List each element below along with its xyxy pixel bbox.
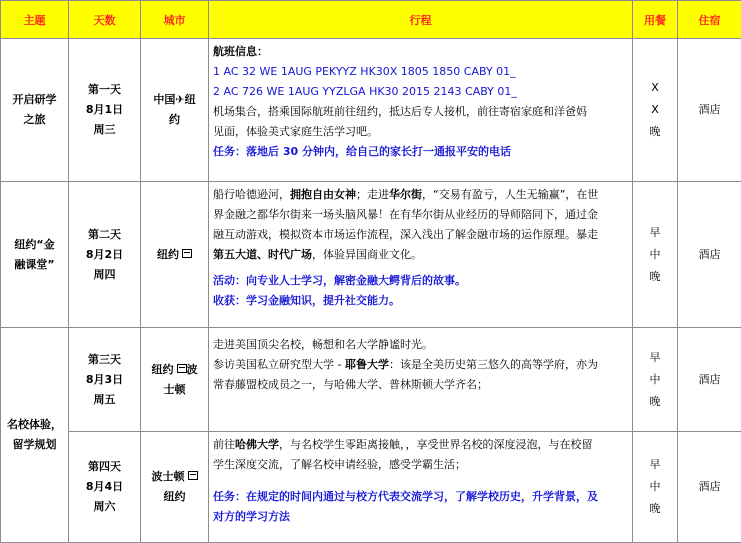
meal-dinner: 晚	[633, 498, 677, 520]
meal-lunch: X	[633, 99, 677, 121]
itinerary-cell	[209, 39, 633, 182]
day-label: 第一天	[69, 80, 140, 100]
itinerary-text: 融互动游戏，模拟资本市场运作流程，深入浅出了解金融市场的运作原理。暴走	[213, 225, 628, 245]
weekday-label: 周六	[69, 497, 140, 517]
city-text: 波士顿	[152, 470, 185, 483]
city-cell	[141, 432, 209, 543]
text-highlight: 哈佛大学	[235, 438, 279, 451]
transfer-icon	[182, 249, 192, 258]
city-text: 中国✈纽	[141, 90, 208, 110]
header-row	[1, 1, 741, 39]
flight-line: 2 AC 726 WE 1AUG YYZLGA HK30 2015 2143 CABY 01_	[213, 82, 628, 102]
meal-lunch: 中	[633, 244, 677, 266]
weekday-label: 周四	[69, 265, 140, 285]
day-label: 第二天	[69, 225, 140, 245]
header-theme: 主题	[1, 1, 69, 39]
meal-lunch: 中	[633, 369, 677, 391]
city-text: 波	[187, 363, 198, 376]
meals-cell	[633, 182, 678, 328]
header-meals: 用餐	[633, 1, 678, 39]
city-text: 纽约	[141, 487, 208, 507]
itinerary-text: 学生深度交流，了解名校申请经验，感受学霸生活；	[213, 455, 628, 475]
meal-breakfast: 早	[633, 222, 677, 244]
meal-dinner: 晚	[633, 266, 677, 288]
itinerary-text	[213, 245, 628, 265]
itinerary-cell	[209, 432, 633, 543]
itinerary-text: 界金融之都华尔街来一场头脑风暴！在有华尔街从业经历的导师陪同下，通过金	[213, 205, 628, 225]
text-highlight: 耶鲁大学	[345, 358, 389, 371]
table-row	[1, 39, 741, 182]
header-days: 天数	[69, 1, 141, 39]
city-cell	[141, 328, 209, 432]
table-row	[1, 432, 741, 543]
city-cell	[141, 39, 209, 182]
itinerary-cell	[209, 328, 633, 432]
theme-text: 开启研学	[1, 90, 68, 110]
theme-text: 融课堂”	[1, 255, 68, 275]
header-hotel: 住宿	[678, 1, 741, 39]
text-segment: ，体验异国商业文化。	[312, 248, 422, 261]
meal-breakfast: 早	[633, 454, 677, 476]
table-row	[1, 182, 741, 328]
harvest-text: 收获：学习金融知识，提升社交能力。	[213, 291, 628, 311]
flight-line: 1 AC 32 WE 1AUG PEKYYZ HK30X 1805 1850 CABY 01_	[213, 62, 628, 82]
day-cell	[69, 328, 141, 432]
text-segment: 参访美国私立研究型大学 -	[213, 358, 345, 371]
task-text: 对方的学习方法	[213, 507, 628, 527]
task-text: 任务：在规定的时间内通过与校方代表交流学习，了解学校历史，升学背景，及	[213, 487, 628, 507]
text-highlight: 第五大道、时代广场	[213, 248, 312, 261]
hotel-cell: 酒店	[678, 182, 741, 328]
day-cell	[69, 39, 141, 182]
itinerary-text: 见面，体验美式家庭生活学习吧。	[213, 122, 628, 142]
weekday-label: 周三	[69, 120, 140, 140]
theme-text: 名校体验，	[1, 415, 68, 435]
city-text: 纽约	[152, 363, 174, 376]
meals-cell	[633, 328, 678, 432]
theme-text: 纽约“金	[1, 235, 68, 255]
itinerary-text: 常春藤盟校成员之一，与哈佛大学、普林斯顿大学齐名；	[213, 375, 628, 395]
itinerary-text	[213, 185, 628, 205]
meal-lunch: 中	[633, 476, 677, 498]
itinerary-text	[213, 355, 628, 375]
day-label: 第三天	[69, 350, 140, 370]
date-label: 8月3日	[69, 370, 140, 390]
itinerary-cell	[209, 182, 633, 328]
itinerary-text: 走进美国顶尖名校，畅想和名大学静谧时光。	[213, 335, 628, 355]
table-row	[1, 328, 741, 432]
transfer-icon	[177, 364, 187, 373]
text-segment: ：该是全美历史第三悠久的高等学府，亦为	[389, 358, 598, 371]
theme-cell	[1, 328, 69, 543]
weekday-label: 周五	[69, 390, 140, 410]
date-label: 8月4日	[69, 477, 140, 497]
text-highlight: 拥抱自由女神	[290, 188, 356, 201]
date-label: 8月1日	[69, 100, 140, 120]
city-cell	[141, 182, 209, 328]
date-label: 8月2日	[69, 245, 140, 265]
flight-info-title: 航班信息：	[213, 42, 628, 62]
transfer-icon	[188, 471, 198, 480]
city-text: 纽约	[157, 248, 179, 261]
hotel-cell: 酒店	[678, 39, 741, 182]
day-cell	[69, 182, 141, 328]
theme-cell	[1, 182, 69, 328]
text-segment: 船行哈德逊河，	[213, 188, 290, 201]
meals-cell	[633, 39, 678, 182]
header-itinerary: 行程	[209, 1, 633, 39]
meal-breakfast: 早	[633, 347, 677, 369]
day-cell	[69, 432, 141, 543]
text-segment: ；走进	[356, 188, 389, 201]
theme-cell	[1, 39, 69, 182]
task-text: 任务：落地后 30 分钟内，给自己的家长打一通报平安的电话	[213, 142, 628, 162]
text-segment: ，与名校学生零距离接触，，享受世界名校的深度浸泡，与在校留	[279, 438, 593, 451]
text-highlight: 华尔街	[389, 188, 422, 201]
header-city: 城市	[141, 1, 209, 39]
text-segment: 前往	[213, 438, 235, 451]
theme-text: 之旅	[1, 110, 68, 130]
city-text: 约	[141, 110, 208, 130]
text-segment: ，“交易有盈亏，人生无输赢”，在世	[422, 188, 598, 201]
hotel-cell: 酒店	[678, 328, 741, 432]
city-text: 士顿	[141, 380, 208, 400]
meal-dinner: 晚	[633, 121, 677, 143]
meals-cell	[633, 432, 678, 543]
hotel-cell: 酒店	[678, 432, 741, 543]
day-label: 第四天	[69, 457, 140, 477]
itinerary-text: 机场集合，搭乘国际航班前往纽约，抵达后专人接机，前往寄宿家庭和洋爸妈	[213, 102, 628, 122]
itinerary-text	[213, 435, 628, 455]
meal-breakfast: X	[633, 77, 677, 99]
activity-text: 活动：向专业人士学习，解密金融大鳄背后的故事。	[213, 271, 628, 291]
meal-dinner: 晚	[633, 391, 677, 413]
theme-text: 留学规划	[1, 435, 68, 455]
